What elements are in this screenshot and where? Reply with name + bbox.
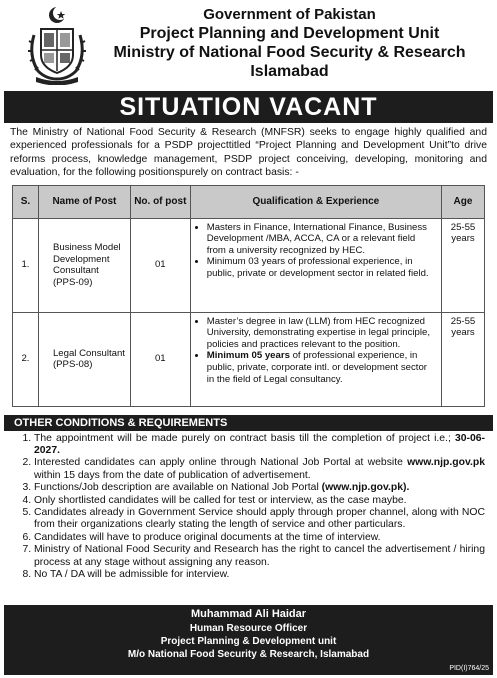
condition-text: within 15 days from the date of publication of advertisement. <box>34 469 311 481</box>
njp-website-link[interactable]: www.njp.gov.pk <box>407 457 485 469</box>
qualification-item: • Masters in Finance, International Finance, Business Development /MBA, ACCA, CA or a relevant field from a university recognized by HEC. <box>207 222 437 257</box>
qualification-item: • Master’s degree in law (LLM) from HEC recognized University, demonstrating expertise in legal principle, policies and practices relevant to the position. <box>207 316 437 351</box>
situation-vacant-banner: SITUATION VACANT <box>4 91 493 123</box>
row-count: 01 <box>130 312 190 406</box>
table-row <box>13 312 485 406</box>
col-header-count: No. of post <box>130 185 190 218</box>
pid-reference: PID(I)764/25 <box>449 665 489 672</box>
col-header-age: Age <box>442 185 485 218</box>
table-header-row <box>13 185 485 218</box>
project-end-date: 30-06-2027. <box>34 432 485 457</box>
condition-item <box>34 433 485 458</box>
post-name: Business Model Development Consultant <box>52 241 121 277</box>
col-header-sn: S. <box>13 185 39 218</box>
post-scale: (PPS-09) <box>52 276 93 288</box>
experience-item <box>207 350 437 385</box>
condition-item: 5. Candidates already in Government Service should apply through proper channel, along with NOC from their organizations clearly stating the length of service and other particulars. <box>34 507 485 532</box>
header-line-unit: Project Planning and Development Unit <box>139 25 440 42</box>
row-post <box>38 312 130 406</box>
state-emblem-icon <box>24 5 90 85</box>
header <box>4 3 493 91</box>
signatory-unit: Project Planning & Development unit <box>160 636 337 647</box>
conditions-heading: OTHER CONDITIONS & REQUIREMENTS <box>4 415 493 431</box>
experience-text: of professional experience, in public, private, corporate intl. or development sector in the field of Legal consultancy. <box>206 350 427 385</box>
col-header-post: Name of Post <box>38 185 130 218</box>
condition-text: Interested candidates can apply online through National Job Portal at website <box>34 457 408 469</box>
experience-text: Minimum 03 years of professional experience, in public, private or development sector in related field. <box>206 256 429 279</box>
experience-item <box>207 256 437 279</box>
post-scale: (PPS-08) <box>52 359 93 371</box>
row-sn: 1. <box>13 218 39 312</box>
signatory-name: Muhammad Ali Haidar <box>190 608 307 620</box>
condition-item: 4. Only shortlisted candidates will be called for test or interview, as the case maybe. <box>34 495 485 507</box>
footer-signature-block <box>4 605 493 675</box>
condition-item <box>34 457 485 482</box>
header-line-government: Government of Pakistan <box>203 6 376 23</box>
header-line-city: Islamabad <box>250 63 329 80</box>
row-sn: 2. <box>13 312 39 406</box>
signatory-designation: Human Resource Officer <box>189 623 308 634</box>
conditions-list <box>4 433 493 582</box>
condition-item: 6. Candidates will have to produce original documents at the time of interview. <box>34 532 485 544</box>
condition-item: 7. Ministry of National Food Security and Research has the right to cancel the advertisement / hiring process at any stage without assigning any reason. <box>34 544 485 569</box>
row-qualification <box>190 312 441 406</box>
condition-text: Functions/Job description are available on National Job Portal <box>34 482 322 494</box>
header-titles <box>90 6 489 81</box>
experience-emphasis: Minimum 05 years <box>206 350 290 362</box>
condition-item <box>34 482 485 494</box>
row-post <box>38 218 130 312</box>
signatory-ministry: M/o National Food Security & Research, Islamabad <box>127 649 370 660</box>
condition-item: 8. No TA / DA will be admissible for interview. <box>34 569 485 581</box>
condition-text: The appointment will be made purely on contract basis till the completion of project i.e.; <box>34 432 455 444</box>
header-line-ministry: Ministry of National Food Security & Research <box>113 44 466 61</box>
row-age: 25-55 years <box>442 312 485 406</box>
row-count: 01 <box>130 218 190 312</box>
row-qualification <box>190 218 441 312</box>
row-age: 25-55 years <box>442 218 485 312</box>
post-name: Legal Consultant <box>52 347 125 359</box>
posts-table <box>12 185 485 407</box>
col-header-qualification: Qualification & Experience <box>190 185 441 218</box>
njp-portal-link[interactable]: (www.njp.gov.pk). <box>321 482 410 494</box>
intro-paragraph: The Ministry of National Food Security & Research (MNFSR) seeks to engage highly qualified and experienced professionals for a PSDP projecttitled “Project Planning and Development Unit”to drive reforms process, knowledge management, PSDP project conceiving, developing, monitoring and evaluation, for the following positionspurely on contract basis: - <box>10 127 487 179</box>
table-row <box>13 218 485 312</box>
